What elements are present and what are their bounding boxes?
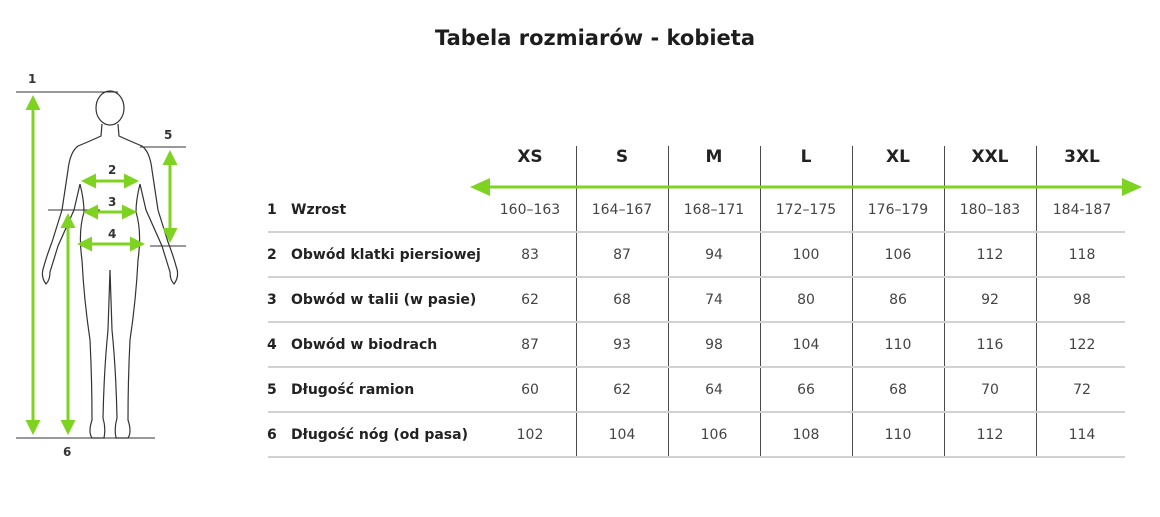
- table-cell: 176–179: [867, 202, 929, 218]
- marker-6: 6: [63, 445, 72, 459]
- row-label: Wzrost: [291, 202, 347, 218]
- size-header-m: M: [705, 147, 723, 167]
- row-number: 5: [267, 382, 277, 398]
- table-cell: 92: [981, 292, 999, 308]
- table-cell: 66: [797, 382, 815, 398]
- table-cell: 74: [705, 292, 723, 308]
- table-cell: 122: [1068, 337, 1096, 353]
- row-label: Obwód w biodrach: [291, 337, 438, 353]
- table-cell: 172–175: [775, 202, 837, 218]
- row-label: Obwód w talii (w pasie): [291, 292, 477, 308]
- row-separator: [268, 321, 1125, 323]
- row-separator: [268, 411, 1125, 413]
- row-separator: [268, 276, 1125, 278]
- size-header-s: S: [615, 147, 629, 167]
- table-cell: 64: [705, 382, 723, 398]
- table-cell: 108: [792, 427, 820, 443]
- table-cell: 87: [521, 337, 539, 353]
- row-number: 3: [267, 292, 277, 308]
- row-number: 4: [267, 337, 277, 353]
- table-cell: 83: [521, 247, 539, 263]
- table-cell: 62: [521, 292, 539, 308]
- size-header-3xl: 3XL: [1064, 147, 1100, 167]
- row-number: 6: [267, 427, 277, 443]
- table-cell: 118: [1068, 247, 1096, 263]
- table-cell: 110: [884, 337, 912, 353]
- table-cell: 70: [981, 382, 999, 398]
- table-cell: 62: [613, 382, 631, 398]
- table-cell: 180–183: [959, 202, 1021, 218]
- marker-3: 3: [108, 195, 117, 209]
- size-header-xxl: XXL: [971, 147, 1009, 167]
- size-header-l: L: [800, 147, 812, 167]
- table-cell: 110: [884, 427, 912, 443]
- table-cell: 114: [1068, 427, 1096, 443]
- table-cell: 106: [884, 247, 912, 263]
- table-cell: 164–167: [591, 202, 653, 218]
- table-cell: 100: [792, 247, 820, 263]
- table-cell: 160–163: [499, 202, 561, 218]
- table-cell: 116: [976, 337, 1004, 353]
- woman-silhouette: [42, 91, 177, 438]
- table-cell: 94: [705, 247, 723, 263]
- table-cell: 104: [792, 337, 820, 353]
- table-cell: 86: [889, 292, 907, 308]
- table-cell: 102: [516, 427, 544, 443]
- row-label: Długość nóg (od pasa): [291, 427, 468, 443]
- marker-1: 1: [28, 72, 37, 86]
- table-cell: 106: [700, 427, 728, 443]
- table-cell: 68: [889, 382, 907, 398]
- size-header-xl: XL: [886, 147, 910, 167]
- row-number: 1: [267, 202, 277, 218]
- table-cell: 98: [1073, 292, 1091, 308]
- body-measurement-figure: [0, 0, 200, 517]
- marker-5: 5: [164, 128, 173, 142]
- table-cell: 184-187: [1052, 202, 1112, 218]
- table-cell: 112: [976, 427, 1004, 443]
- table-cell: 80: [797, 292, 815, 308]
- table-cell: 72: [1073, 382, 1091, 398]
- table-cell: 93: [613, 337, 631, 353]
- size-range-arrow: [470, 176, 1142, 198]
- table-cell: 60: [521, 382, 539, 398]
- row-label: Obwód klatki piersiowej: [291, 247, 481, 263]
- table-cell: 168–171: [683, 202, 745, 218]
- marker-2: 2: [108, 163, 117, 177]
- row-separator: [268, 366, 1125, 368]
- table-cell: 98: [705, 337, 723, 353]
- page-title: Tabela rozmiarów - kobieta: [434, 26, 756, 50]
- table-cell: 68: [613, 292, 631, 308]
- row-separator: [268, 231, 1125, 233]
- row-number: 2: [267, 247, 277, 263]
- row-label: Długość ramion: [291, 382, 415, 398]
- table-cell: 104: [608, 427, 636, 443]
- table-cell: 87: [613, 247, 631, 263]
- table-cell: 112: [976, 247, 1004, 263]
- marker-4: 4: [108, 227, 117, 241]
- size-header-xs: XS: [517, 147, 543, 167]
- row-separator: [268, 456, 1125, 458]
